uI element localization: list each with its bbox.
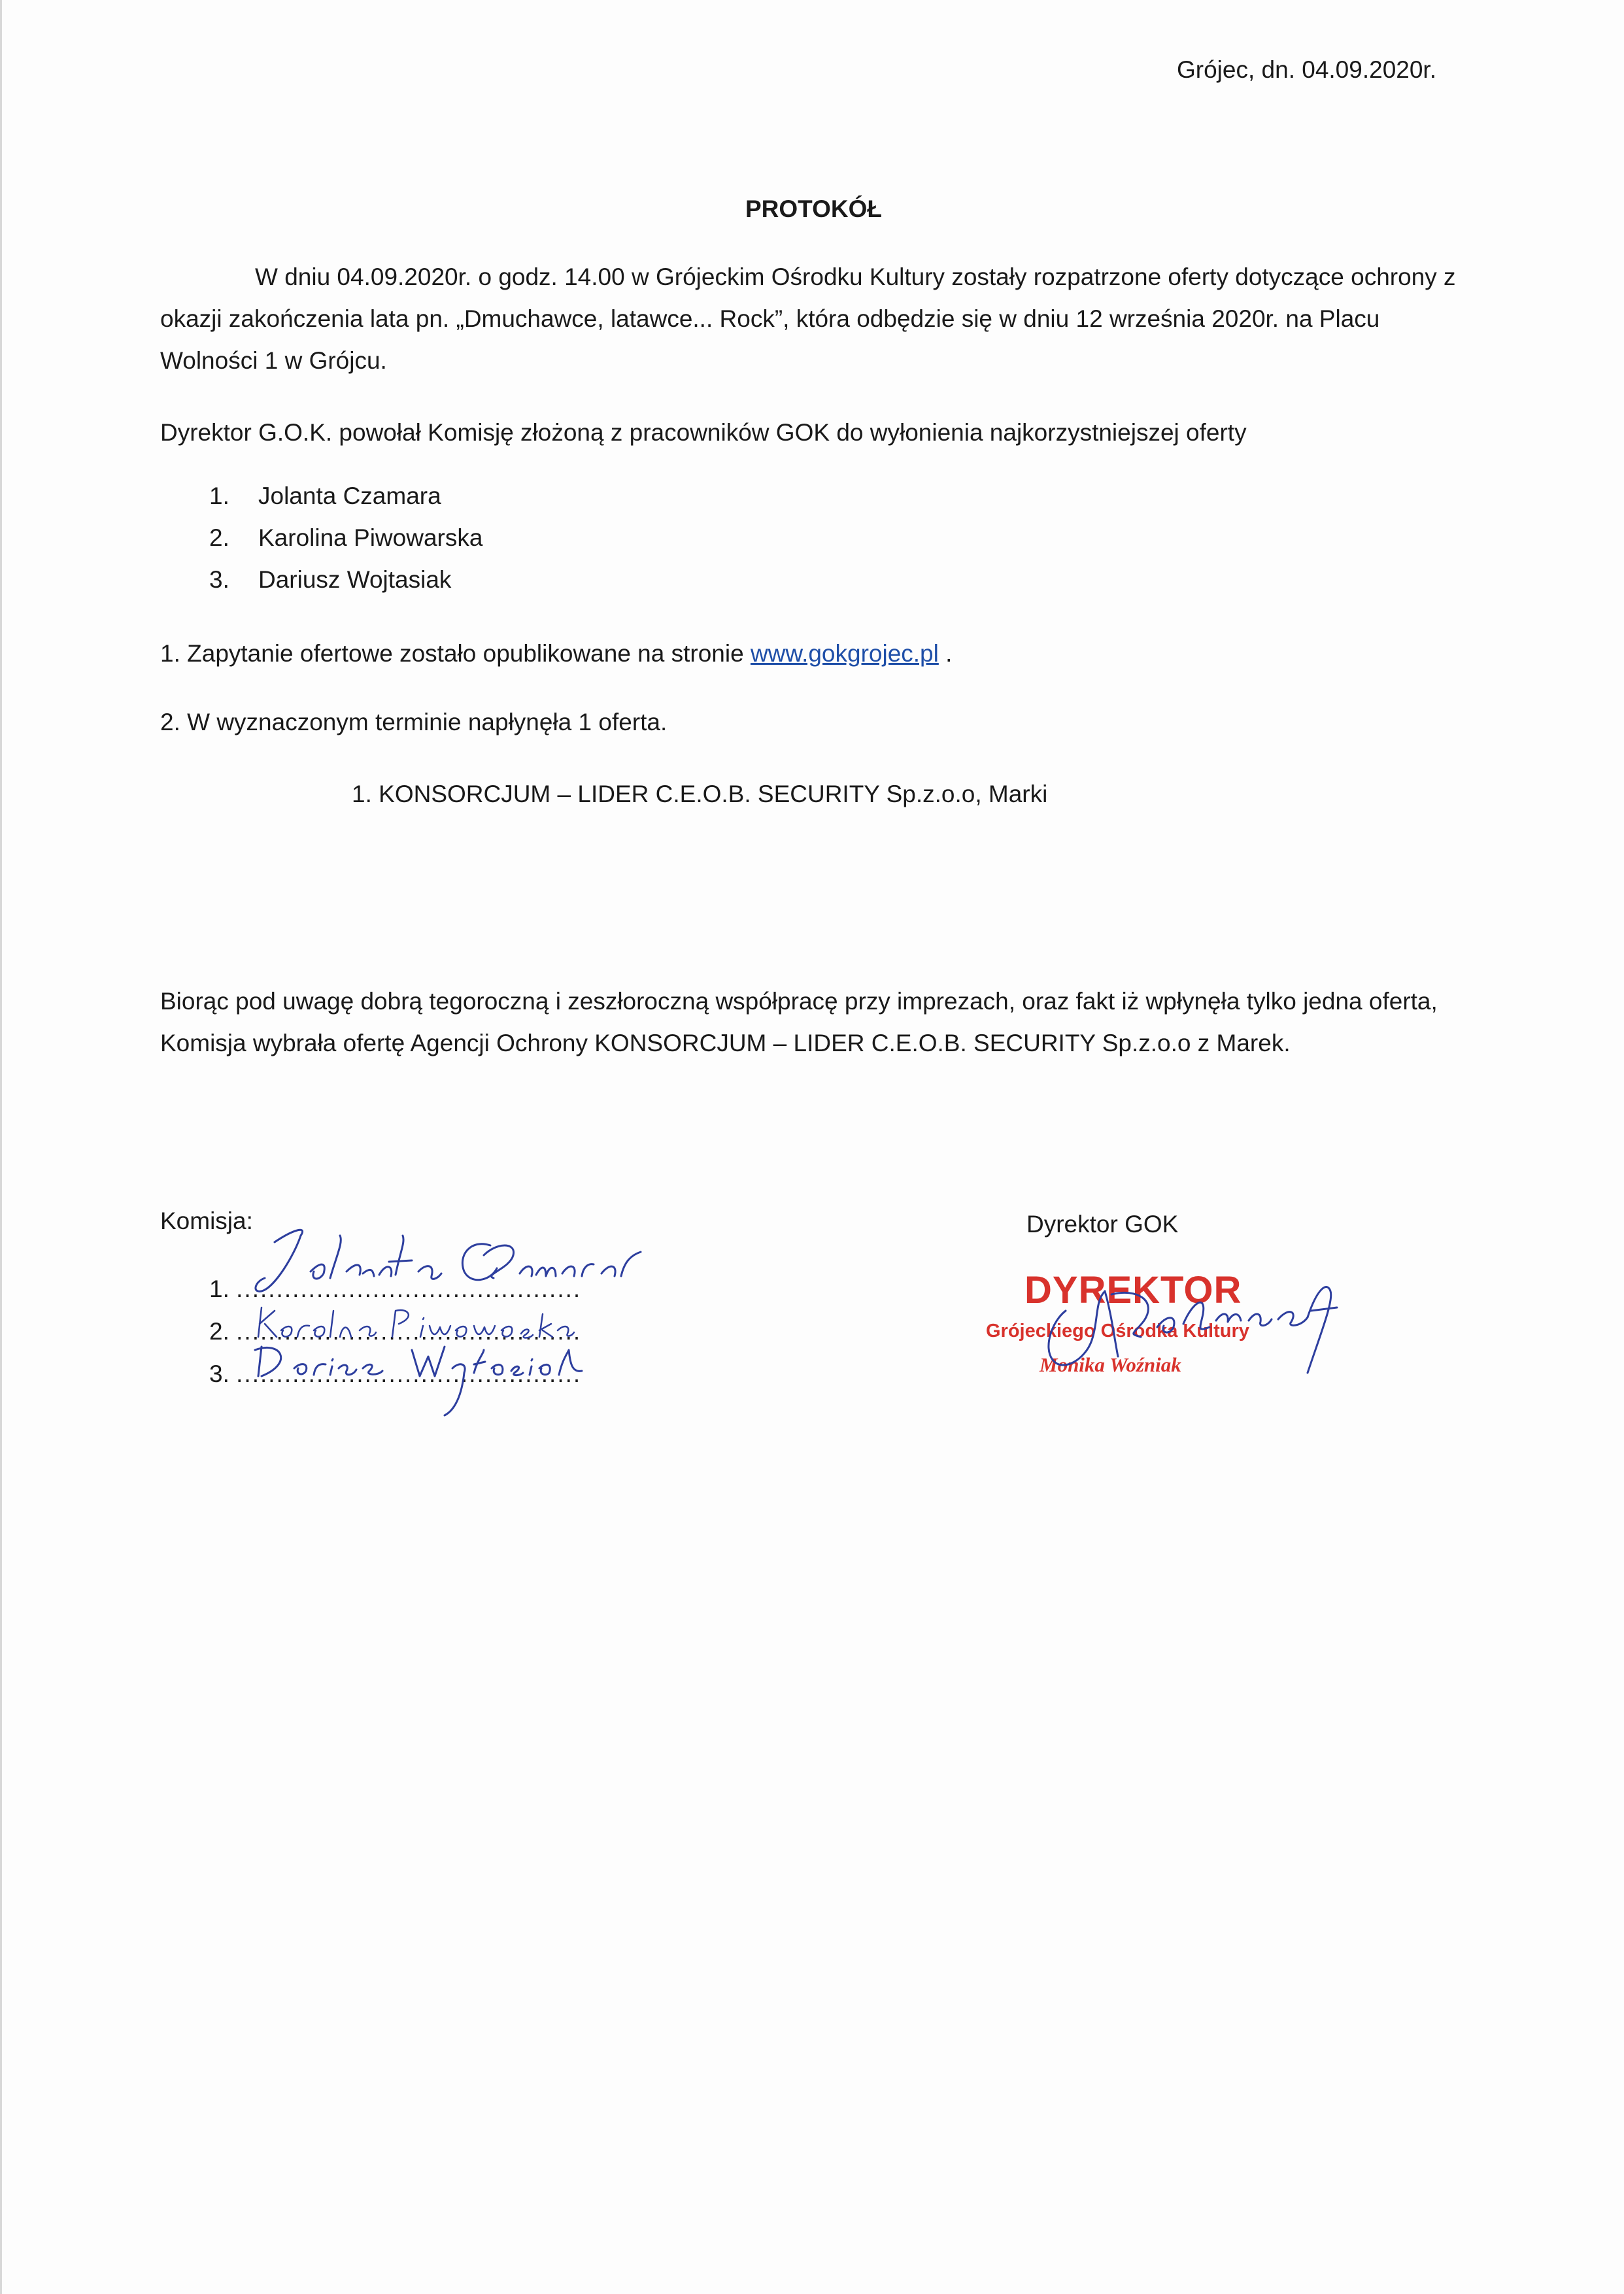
commission-label: Komisja:	[160, 1207, 253, 1234]
signature-dots: ...........................................	[236, 1360, 582, 1387]
member-number: 3.	[209, 566, 229, 593]
point-2: 2. W wyznaczonym terminie napłynęła 1 oferta.	[160, 709, 668, 735]
stamp-subtitle: Grójeckiego Ośrodka Kultury	[986, 1321, 1249, 1341]
scan-edge	[0, 0, 2, 2294]
signature-number: 3.	[209, 1360, 229, 1387]
signature-number: 2.	[209, 1318, 229, 1345]
document-title: PROTOKÓŁ	[745, 195, 882, 222]
member-name: Karolina Piwowarska	[258, 524, 483, 551]
signature-number: 1.	[209, 1275, 229, 1302]
website-link[interactable]: www.gokgrojec.pl	[750, 640, 939, 667]
offer-item: 1. KONSORCJUM – LIDER C.E.O.B. SECURITY Sp.z.o.o, Marki	[352, 781, 1048, 807]
point-1-text: 1. Zapytanie ofertowe zostało opublikowane na stronie	[160, 640, 751, 667]
place-date: Grójec, dn. 04.09.2020r.	[1177, 56, 1436, 83]
director-label: Dyrektor GOK	[1026, 1211, 1179, 1238]
member-name: Dariusz Wojtasiak	[258, 566, 452, 593]
signature-dots: ...........................................	[236, 1318, 582, 1345]
member-number: 2.	[209, 524, 229, 551]
commission-paragraph: Dyrektor G.O.K. powołał Komisję złożoną z pracowników GOK do wyłonienia najkorzystniejszej oferty	[160, 419, 1247, 446]
handwritten-signature-3	[248, 1337, 615, 1422]
commission-members-list	[209, 475, 482, 601]
point-1-end: .	[938, 640, 953, 667]
point-1	[160, 633, 952, 675]
director-signature	[981, 1262, 1360, 1406]
list-item	[209, 559, 482, 601]
stamp-name: Monika Woźniak	[1040, 1353, 1181, 1376]
signature-dots: ...........................................	[236, 1275, 582, 1302]
intro-paragraph: W dniu 04.09.2020r. o godz. 14.00 w Grójeckim Ośrodku Kultury zostały rozpatrzone oferty dotyczące ochrony z okazji zakończenia lata pn. „Dmuchawce, latawce... Rock”, która odbędzie się w dniu 12 września 2020r. na Placu Wolności 1 w Grójcu.	[160, 263, 1456, 374]
member-number: 1.	[209, 482, 229, 509]
member-name: Jolanta Czamara	[258, 482, 441, 509]
list-item	[209, 517, 482, 559]
decision-paragraph: Biorąc pod uwagę dobrą tegoroczną i zeszłoroczną współpracę przy imprezach, oraz fakt iż wpłynęła tylko jedna oferta, Komisja wybrała ofertę Agencji Ochrony KONSORCJUM – LIDER C.E.O.B. SECURITY Sp.z.o.o z Marek.	[160, 988, 1438, 1056]
stamp-title: DYREKTOR	[1024, 1269, 1242, 1311]
list-item	[209, 475, 482, 517]
handwritten-signature-1	[248, 1216, 706, 1301]
